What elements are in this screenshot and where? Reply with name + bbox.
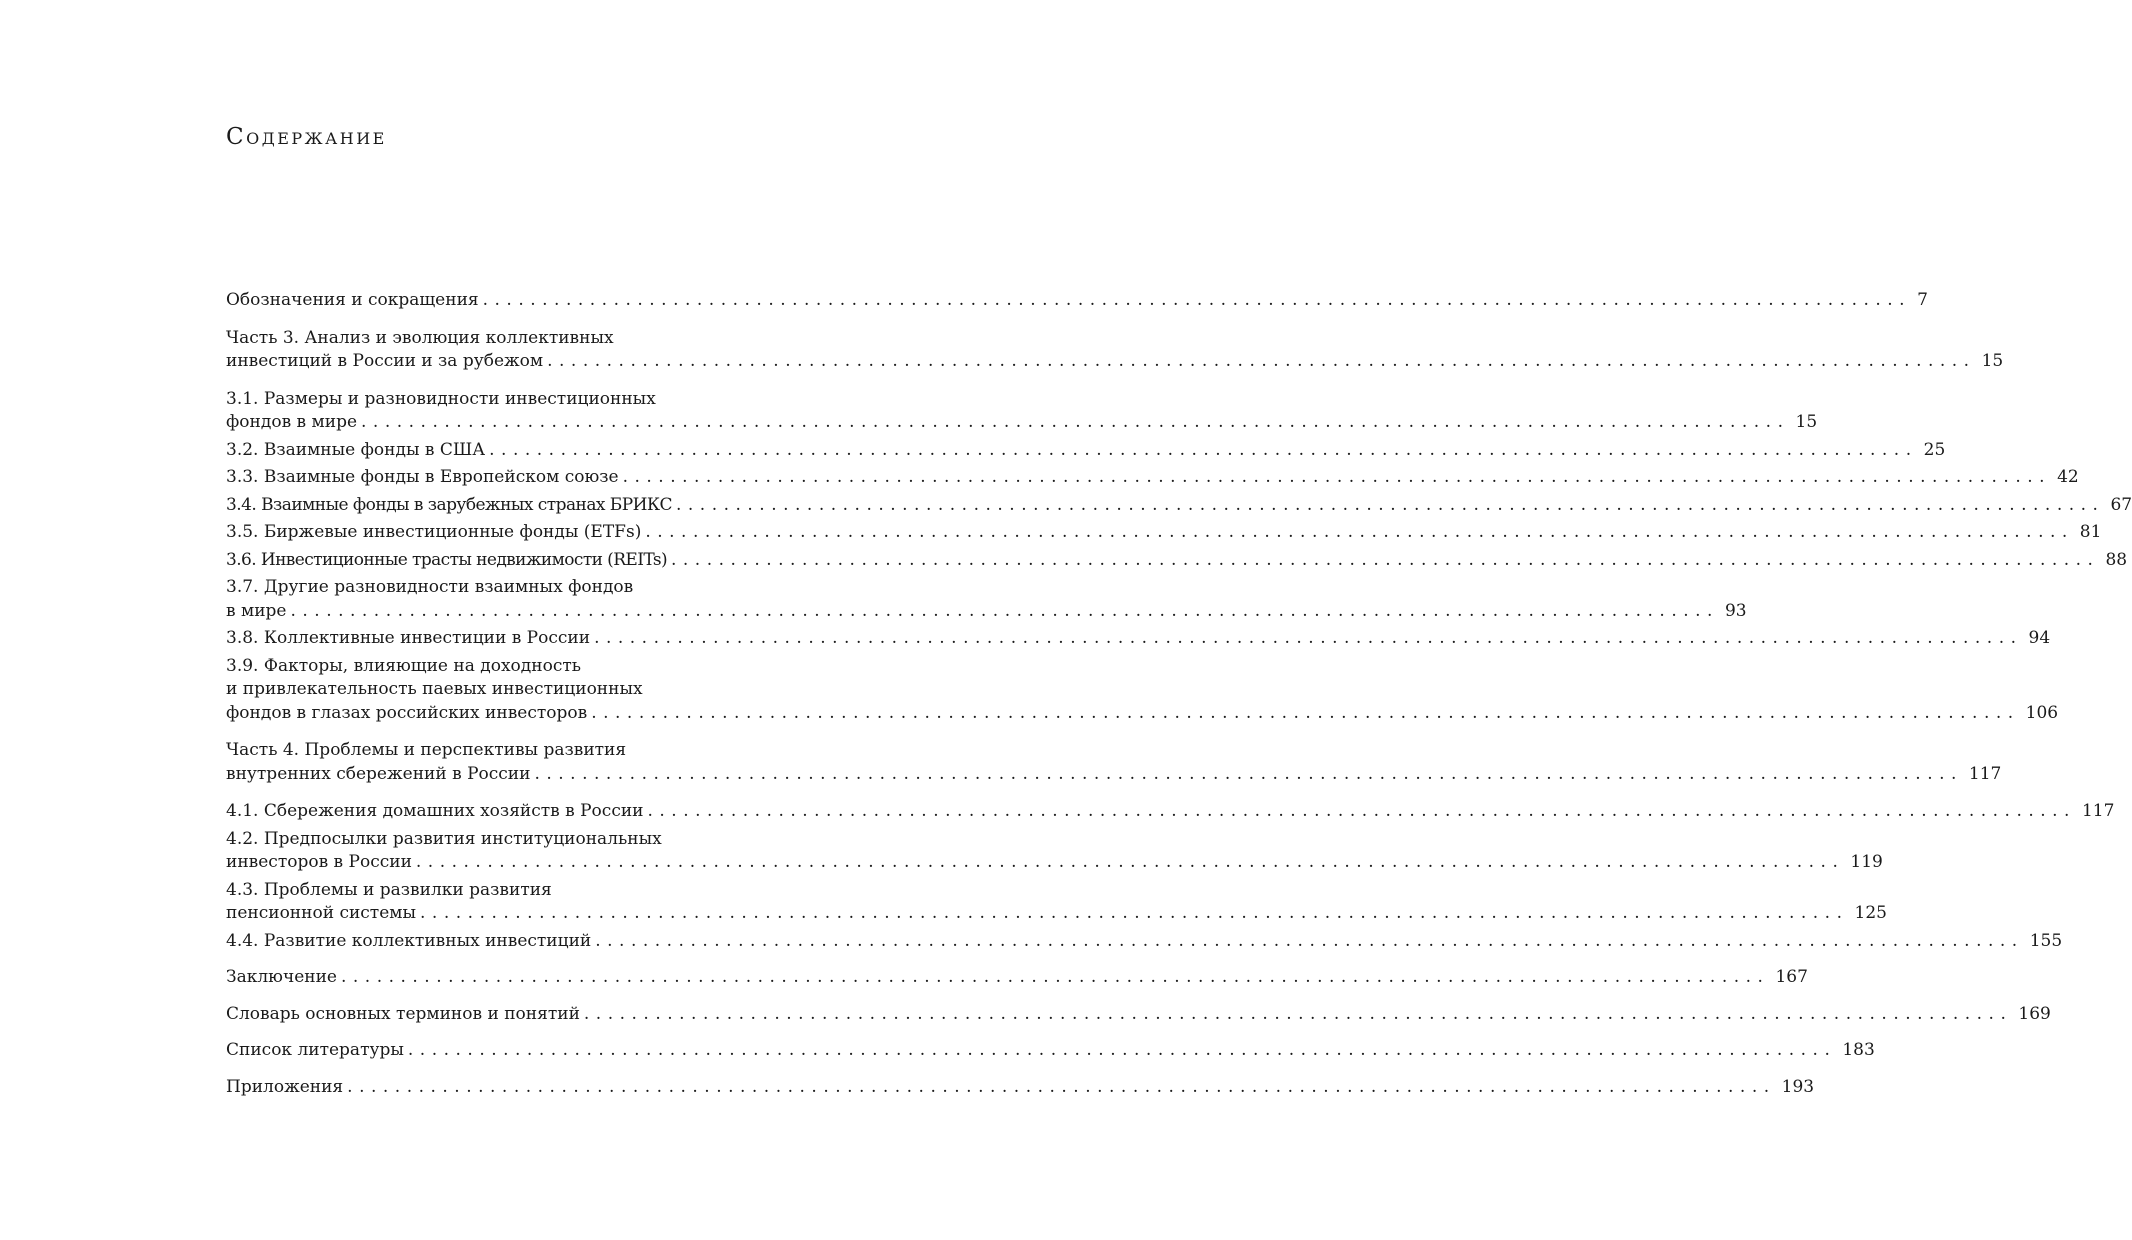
toc-entry-title: Часть 4. Проблемы и перспективы развития <box>226 740 627 760</box>
toc-page-number: 7 <box>1917 290 1928 310</box>
toc-entry-title-cont: в мире <box>226 600 287 621</box>
toc-entry-glossary[interactable] <box>226 1003 2051 1027</box>
toc-entry-3-8[interactable] <box>226 627 2051 651</box>
toc-page-number: 119 <box>1850 852 1883 872</box>
toc-page-number: 25 <box>1923 439 1946 460</box>
toc-page-number: 42 <box>2057 467 2079 487</box>
toc-leader-dots: ........................................................................................................................ <box>361 412 1790 432</box>
toc-entry-3-9[interactable] <box>226 655 2059 726</box>
toc-entry-title: 3.5. Биржевые инвестиционные фонды (ETFs) <box>226 522 642 542</box>
toc-entry-title: 4.1. Сбережения домашних хозяйств в России <box>226 801 644 821</box>
toc-entry-3-5[interactable] <box>226 521 2102 545</box>
toc-page-number: 88 <box>2105 549 2128 570</box>
toc-entry-title: 3.7. Другие разновидности взаимных фондов <box>226 577 634 597</box>
toc-entry-title-cont: пенсионной системы <box>226 903 417 923</box>
toc-page-number: 93 <box>1724 600 1747 621</box>
toc-leader-dots: ........................................................................................................................ <box>347 1076 1776 1097</box>
toc-entry-title: 4.4. Развитие коллективных инвестиций <box>226 930 592 951</box>
toc-entry-title-cont: и привлекательность паевых инвестиционных <box>226 679 643 699</box>
toc-entry-part-4[interactable] <box>226 739 2002 786</box>
toc-entry-title-cont: инвесторов в России <box>226 852 412 872</box>
toc-leader-dots: ........................................................................................................................ <box>671 549 2100 570</box>
toc-leader-dots: ........................................................................................................................ <box>583 1003 2013 1024</box>
toc-entry-title: 3.3. Взаимные фонды в Европейском союзе <box>226 467 619 487</box>
toc-entry-title: Заключение <box>226 967 337 987</box>
toc-leader-dots: ........................................................................................................................ <box>482 290 1912 310</box>
toc-page-number: 15 <box>1981 351 2004 371</box>
toc-leader-dots: ........................................................................................................................ <box>534 763 1963 784</box>
toc-leader-dots: ........................................................................................................................ <box>647 801 2076 821</box>
toc-leader-dots: ........................................................................................................................ <box>595 930 2024 951</box>
toc-entry-conclusion[interactable] <box>226 966 1808 990</box>
toc-entry-bibliography[interactable] <box>226 1039 1875 1063</box>
toc-leader-dots: ........................................................................................................................ <box>489 439 1918 460</box>
toc-entry-title-cont: фондов в мире <box>226 412 358 432</box>
toc-entry-title: Словарь основных терминов и понятий <box>226 1003 580 1024</box>
toc-entry-title: Обозначения и сокращения <box>226 290 479 310</box>
toc-entry-title-cont: фондов в глазах российских инвесторов <box>226 702 588 723</box>
toc-leader-dots: ........................................................................................................................ <box>407 1040 1837 1060</box>
toc-leader-dots: ........................................................................................................................ <box>415 852 1845 872</box>
toc-entry-title: 3.4. Взаимные фонды в зарубежных странах БРИКС <box>226 494 672 515</box>
toc-leader-dots: ........................................................................................................................ <box>675 494 2105 515</box>
toc-page-number: 169 <box>2018 1003 2051 1024</box>
toc-leader-dots: ........................................................................................................................ <box>645 522 2074 542</box>
toc-entry-title: Приложения <box>226 1076 344 1097</box>
toc-entry-3-2[interactable] <box>226 439 1946 463</box>
toc-leader-dots: ........................................................................................................................ <box>591 702 2020 723</box>
toc-leader-dots: ........................................................................................................................ <box>622 467 2052 487</box>
toc-entry-3-7[interactable] <box>226 576 1747 623</box>
toc-leader-dots: ........................................................................................................................ <box>547 351 1976 371</box>
toc-entry-title: 3.1. Размеры и разновидности инвестиционных <box>226 388 656 409</box>
toc-entry-title: 4.2. Предпосылки развития институциональных <box>226 828 662 849</box>
toc-entry-title: Часть 3. Анализ и эволюция коллективных <box>226 327 614 348</box>
toc-entry-3-4[interactable] <box>226 494 2132 518</box>
toc-entry-3-1[interactable] <box>226 388 1818 435</box>
toc-page-number: 94 <box>2028 628 2051 648</box>
toc-entry-title: 3.6. Инвестиционные трасты недвижимости (REITs) <box>226 549 667 570</box>
toc-entry-title: 3.9. Факторы, влияющие на доходность <box>226 655 582 676</box>
toc-entry-title-cont: инвестиций в России и за рубежом <box>226 351 544 371</box>
toc-page-number: 155 <box>2029 930 2063 951</box>
toc-entry-title: 3.8. Коллективные инвестиции в России <box>226 628 591 648</box>
toc-leader-dots: ........................................................................................................................ <box>420 903 1849 923</box>
toc-page-number: 117 <box>2081 801 2115 821</box>
toc-entry-4-2[interactable] <box>226 828 1883 875</box>
toc-page-number: 167 <box>1775 967 1808 987</box>
toc-entry-part-3[interactable] <box>226 327 2004 374</box>
toc-leader-dots: ........................................................................................................................ <box>340 967 1770 987</box>
toc-page-number: 125 <box>1854 903 1887 923</box>
toc-entry-title: 3.2. Взаимные фонды в США <box>226 439 486 460</box>
toc-page-number: 193 <box>1781 1076 1815 1097</box>
toc-entry-4-4[interactable] <box>226 930 2063 954</box>
toc-page-number: 81 <box>2079 522 2102 542</box>
toc-entry-3-6[interactable] <box>226 549 2128 573</box>
toc-entry-title-cont: внутренних сбережений в России <box>226 763 531 784</box>
toc-entry-abbreviations[interactable] <box>226 289 1928 313</box>
toc-entry-appendices[interactable] <box>226 1076 1815 1100</box>
toc-entry-3-3[interactable] <box>226 466 2079 490</box>
toc-leader-dots: ........................................................................................................................ <box>594 628 2023 648</box>
toc-leader-dots: ........................................................................................................................ <box>290 600 1719 621</box>
toc-entry-title: 4.3. Проблемы и развилки развития <box>226 879 552 900</box>
page-title: Содержание <box>226 124 387 150</box>
toc-page-number: 15 <box>1795 412 1818 432</box>
table-of-contents <box>226 289 2132 1099</box>
toc-page-number: 67 <box>2110 494 2132 515</box>
toc-entry-title: Список литературы <box>226 1040 404 1060</box>
toc-entry-4-1[interactable] <box>226 800 2115 824</box>
toc-page-number: 106 <box>2025 702 2059 723</box>
toc-entry-4-3[interactable] <box>226 879 1887 926</box>
toc-page-number: 117 <box>1968 763 2002 784</box>
toc-page-number: 183 <box>1842 1040 1875 1060</box>
